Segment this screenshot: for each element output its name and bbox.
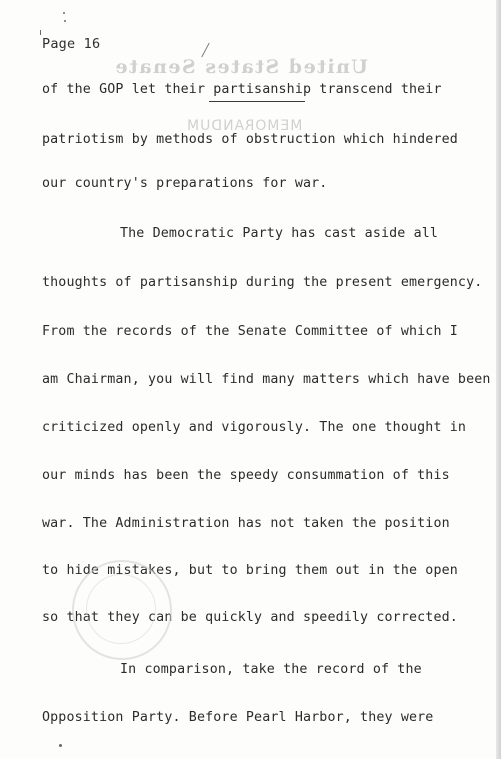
body-line: In comparison, take the record of the [120,662,422,677]
body-line: thoughts of partisanship during the present emergency. [42,275,483,290]
stray-mark [64,20,66,22]
body-line: am Chairman, you will find many matters which have been [42,372,491,387]
page-edge-shadow [496,0,501,759]
letterhead-sub-bleed-through: MEMORANDUM [186,118,303,134]
body-line: war. The Administration has not taken the position [42,516,450,531]
body-line: of the GOP let their partisanship transcend their [42,82,442,97]
body-line: to hide mistakes, but to bring them out in the open [42,563,458,578]
stray-mark [40,30,41,35]
body-line: our country's preparations for war. [42,176,328,191]
body-line: The Democratic Party has cast aside all [120,226,439,241]
body-line: our minds has been the speedy consummation of this [42,468,450,483]
archive-seal-inner-ring [86,574,156,644]
body-line: Opposition Party. Before Pearl Harbor, they were [42,710,434,725]
stray-mark [59,744,62,747]
body-line: criticized openly and vigorously. The one thought in [42,420,467,435]
letterhead-bleed-through: United States Senate [113,56,368,78]
body-line: so that they can be quickly and speedily corrected. [42,610,458,625]
body-line: From the records of the Senate Committee of which I [42,324,458,339]
page-number: Page 16 [42,36,101,52]
body-line: patriotism by methods of obstruction which hindered [42,132,458,147]
partisanship-underline [209,101,305,102]
stray-mark [63,12,65,14]
archive-seal-stamp [72,560,172,660]
